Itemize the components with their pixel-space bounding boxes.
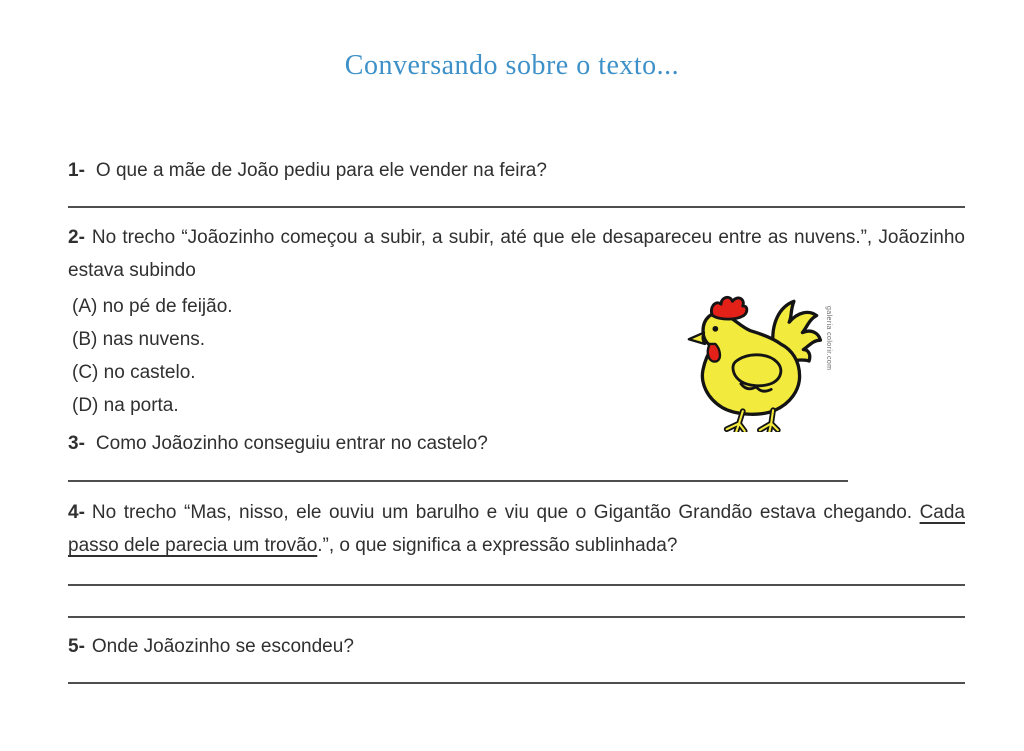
yellow-hen-clipart (686, 290, 832, 432)
option-d: (D) na porta. (72, 395, 179, 416)
option-b: (B) nas nuvens. (72, 329, 206, 350)
hen-image (686, 290, 828, 432)
illustration-watermark: galeria colorir.com (825, 306, 832, 371)
question-2-options (72, 290, 233, 422)
answer-line-q4-1 (68, 584, 965, 586)
question-1-number: 1- (68, 160, 85, 181)
option-c: (C) no castelo. (72, 362, 196, 383)
question-3 (68, 432, 488, 456)
question-4-text-before: No trecho “Mas, nisso, ele ouviu um barulho e viu que o Gigantão Grandão estava chegando. (91, 502, 920, 523)
question-4-text-after: .”, o que significa a expressão sublinhada? (317, 535, 678, 556)
question-2 (68, 221, 965, 287)
question-4-number: 4- (68, 502, 85, 523)
question-1-text: O que a mãe de João pediu para ele vender na feira? (95, 160, 547, 181)
answer-line-q1 (68, 206, 965, 208)
question-1 (68, 159, 547, 183)
answer-line-q3 (68, 480, 848, 482)
question-3-number: 3- (68, 433, 85, 454)
question-5-number: 5- (68, 636, 85, 657)
question-3-text: Como Joãozinho conseguiu entrar no castelo? (95, 433, 488, 454)
question-2-text: No trecho “Joãozinho começou a subir, a subir, até que ele desapareceu entre as nuvens.”, Joãozinho estava subindo (68, 227, 965, 281)
question-4-underlined-phrase: Cada passo dele parecia um trovão (68, 502, 965, 556)
question-2-number: 2- (68, 227, 85, 248)
question-4 (68, 496, 965, 562)
question-5-text: Onde Joãozinho se escondeu? (91, 636, 354, 657)
question-5 (68, 635, 354, 659)
page-title: Conversando sobre o texto... (344, 50, 680, 81)
option-a: (A) no pé de feijão. (72, 296, 233, 317)
answer-line-q4-2 (68, 616, 965, 618)
answer-line-q5 (68, 682, 965, 684)
